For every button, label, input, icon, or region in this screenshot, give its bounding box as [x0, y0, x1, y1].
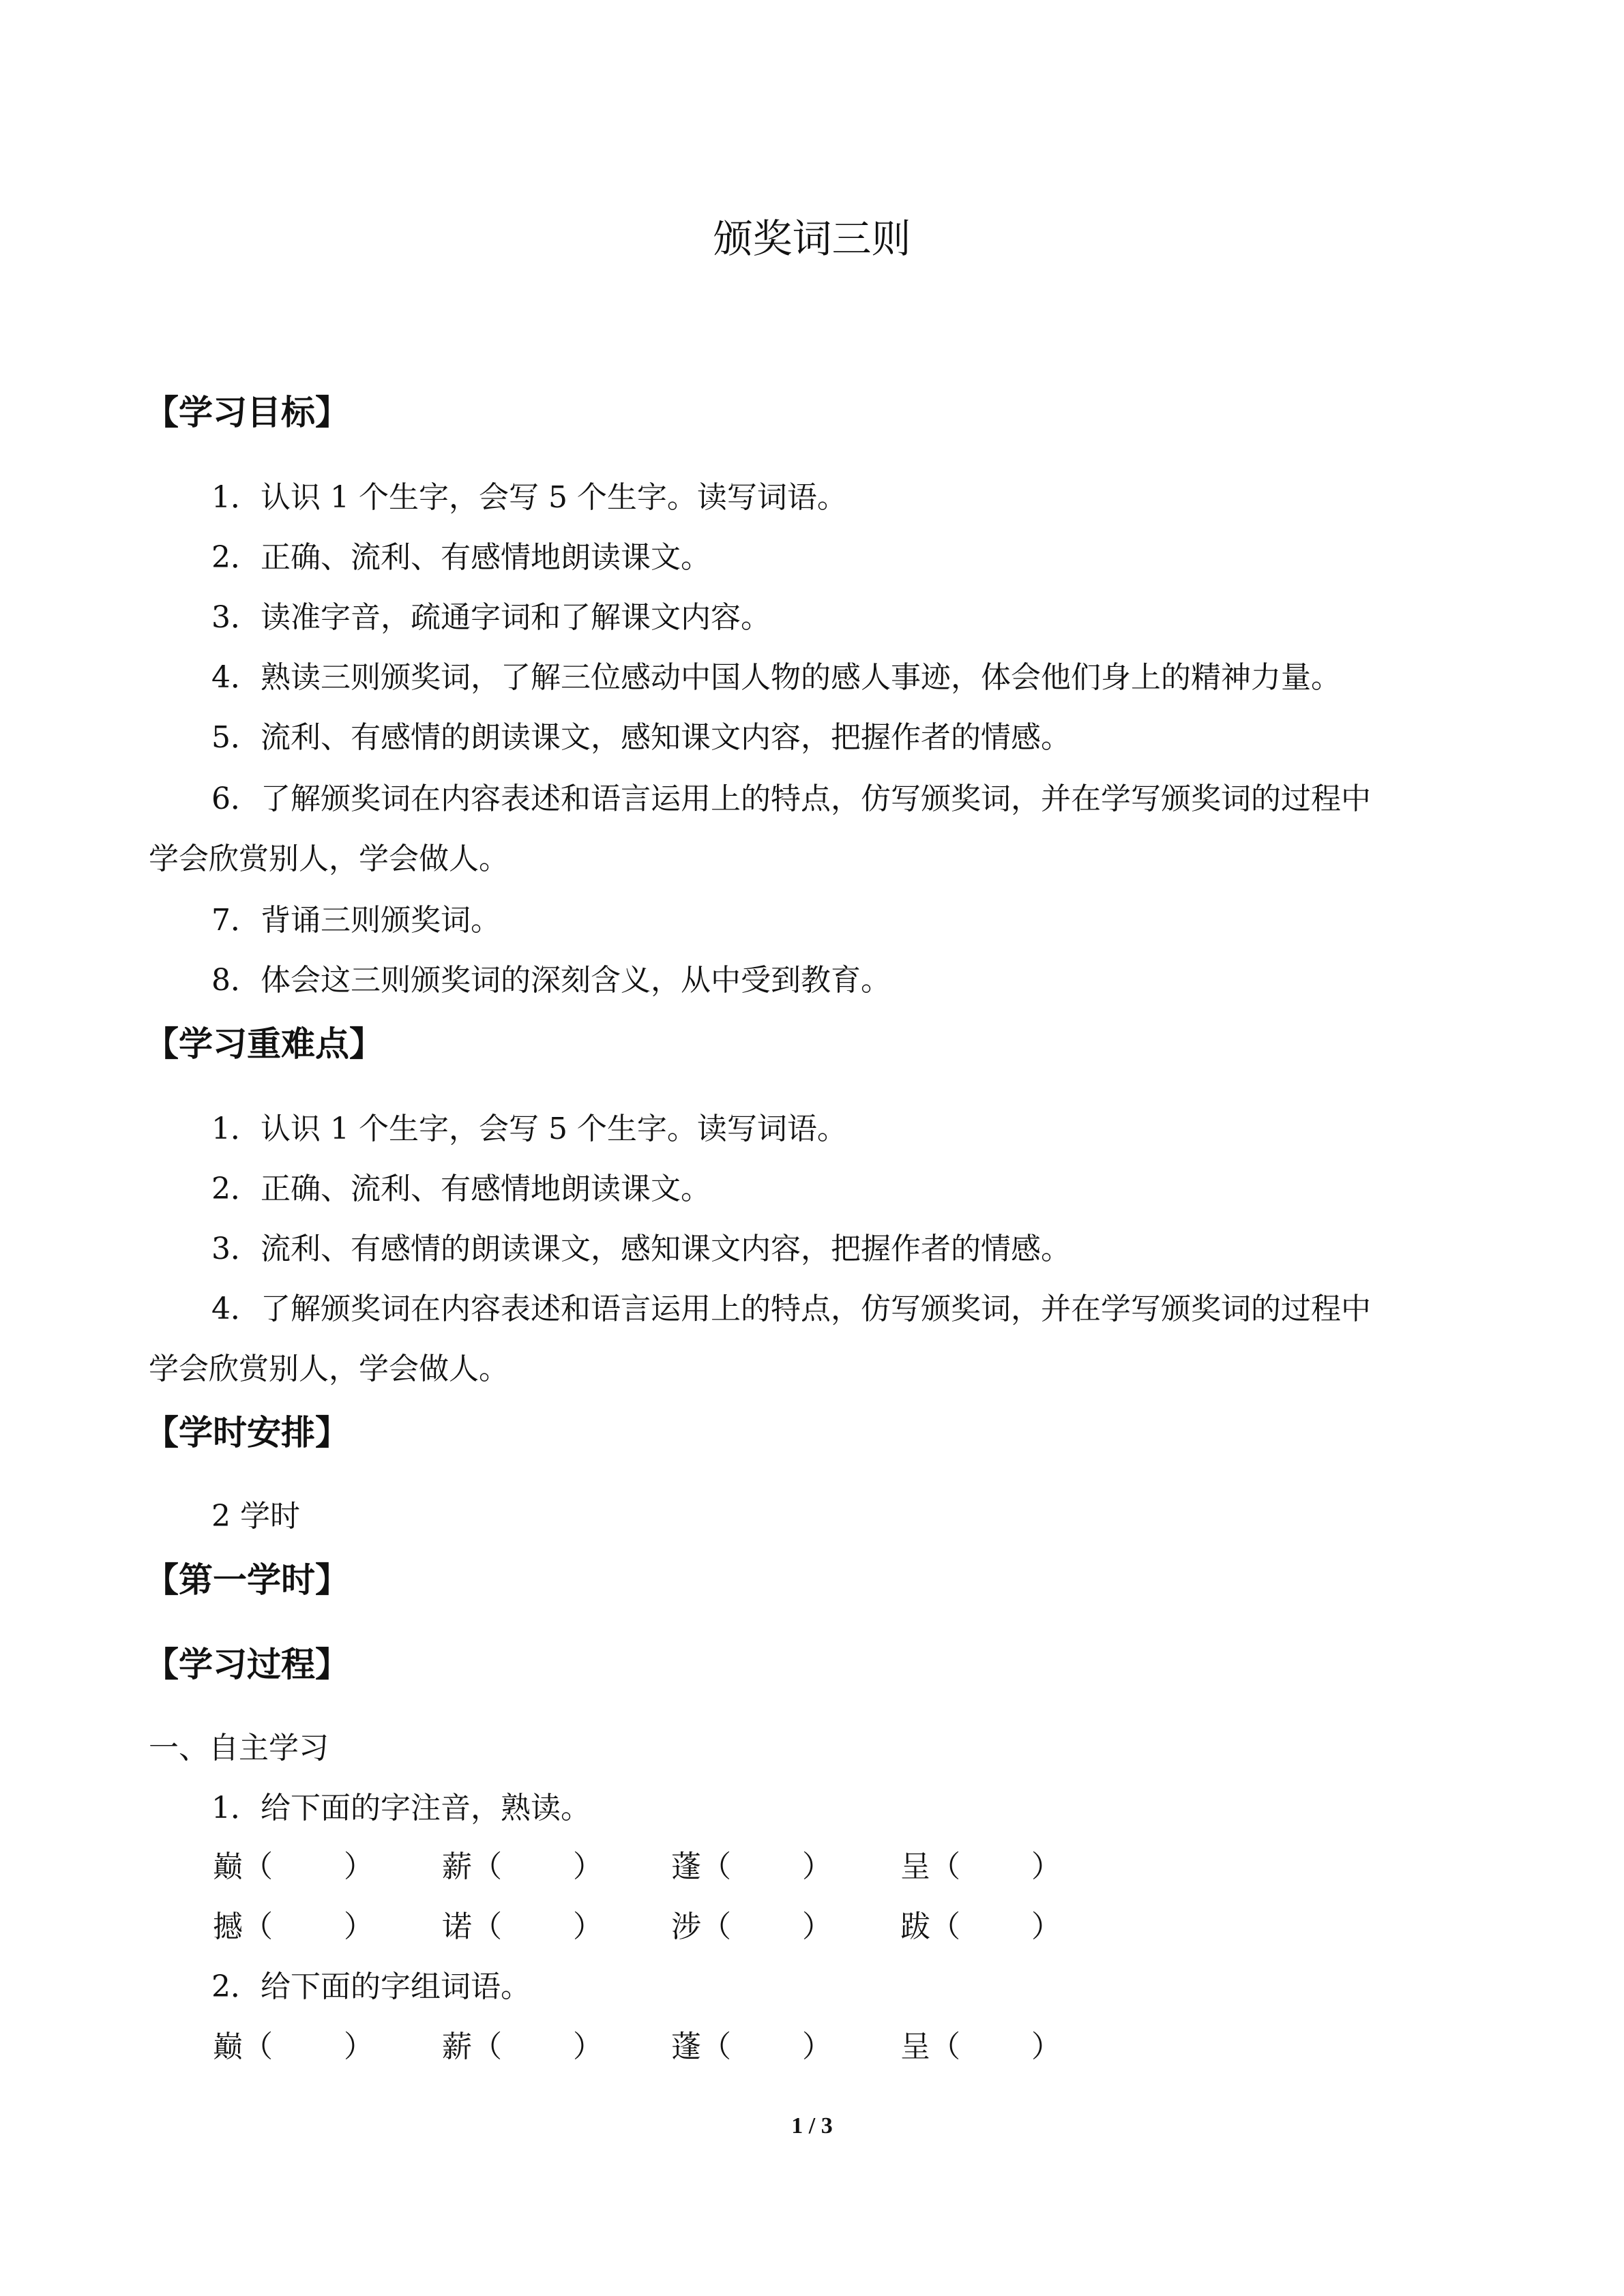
- schedule-text: 2 学时: [211, 1499, 300, 1534]
- key-point-item-4: 4．了解颁奖词在内容表述和语言运用上的特点，仿写颁奖词，并在学写颁奖词的过程中: [211, 1292, 1371, 1326]
- char-cell: 撼（ ）: [213, 1909, 374, 1944]
- section-heading-schedule: 【学时安排】: [145, 1413, 349, 1452]
- document-title: 颁奖词三则: [713, 215, 911, 262]
- char-cell: 薪（ ）: [442, 2029, 603, 2064]
- section-heading-key-points: 【学习重难点】: [145, 1024, 383, 1064]
- goal-item-1: 1．认识 1 个生字，会写 5 个生字。读写词语。: [211, 480, 847, 515]
- goal-item-7: 7．背诵三则颁奖词。: [211, 903, 501, 938]
- key-point-item-2: 2．正确、流利、有感情地朗读课文。: [211, 1172, 711, 1206]
- process-part1-title: 一、自主学习: [149, 1731, 329, 1765]
- char-cell: 巅（ ）: [213, 1849, 374, 1884]
- goal-item-4: 4．熟读三则颁奖词，了解三位感动中国人物的感人事迹，体会他们身上的精神力量。: [211, 660, 1341, 695]
- char-cell: 巅（ ）: [213, 2029, 374, 2064]
- goal-item-5: 5．流利、有感情的朗读课文，感知课文内容，把握作者的情感。: [211, 720, 1071, 755]
- char-cell: 诺（ ）: [442, 1909, 603, 1944]
- key-point-item-4-continued: 学会欣赏别人，学会做人。: [149, 1352, 509, 1386]
- char-cell: 蓬（ ）: [671, 1849, 832, 1884]
- page-number: 1 / 3: [791, 2113, 833, 2138]
- section-heading-goals: 【学习目标】: [145, 393, 349, 432]
- char-cell: 呈（ ）: [900, 2029, 1061, 2064]
- goal-item-6-continued: 学会欣赏别人，学会做人。: [149, 841, 509, 876]
- char-cell: 蓬（ ）: [671, 2029, 832, 2064]
- section-heading-first-period: 【第一学时】: [145, 1560, 349, 1600]
- section-heading-process: 【学习过程】: [145, 1645, 349, 1684]
- question-2: 2．给下面的字组词语。: [211, 1969, 531, 2004]
- goal-item-8: 8．体会这三则颁奖词的深刻含义，从中受到教育。: [211, 963, 891, 998]
- key-point-item-1: 1．认识 1 个生字，会写 5 个生字。读写词语。: [211, 1112, 847, 1146]
- key-point-item-3: 3．流利、有感情的朗读课文，感知课文内容，把握作者的情感。: [211, 1232, 1071, 1266]
- char-cell: 跋（ ）: [900, 1909, 1061, 1944]
- goal-item-2: 2．正确、流利、有感情地朗读课文。: [211, 540, 711, 575]
- goal-item-3: 3．读准字音，疏通字词和了解课文内容。: [211, 600, 771, 635]
- char-cell: 涉（ ）: [671, 1909, 832, 1944]
- char-cell: 薪（ ）: [442, 1849, 603, 1884]
- question-1: 1．给下面的字注音，熟读。: [211, 1791, 591, 1825]
- char-cell: 呈（ ）: [900, 1849, 1061, 1884]
- goal-item-6: 6．了解颁奖词在内容表述和语言运用上的特点，仿写颁奖词，并在学写颁奖词的过程中: [211, 781, 1371, 816]
